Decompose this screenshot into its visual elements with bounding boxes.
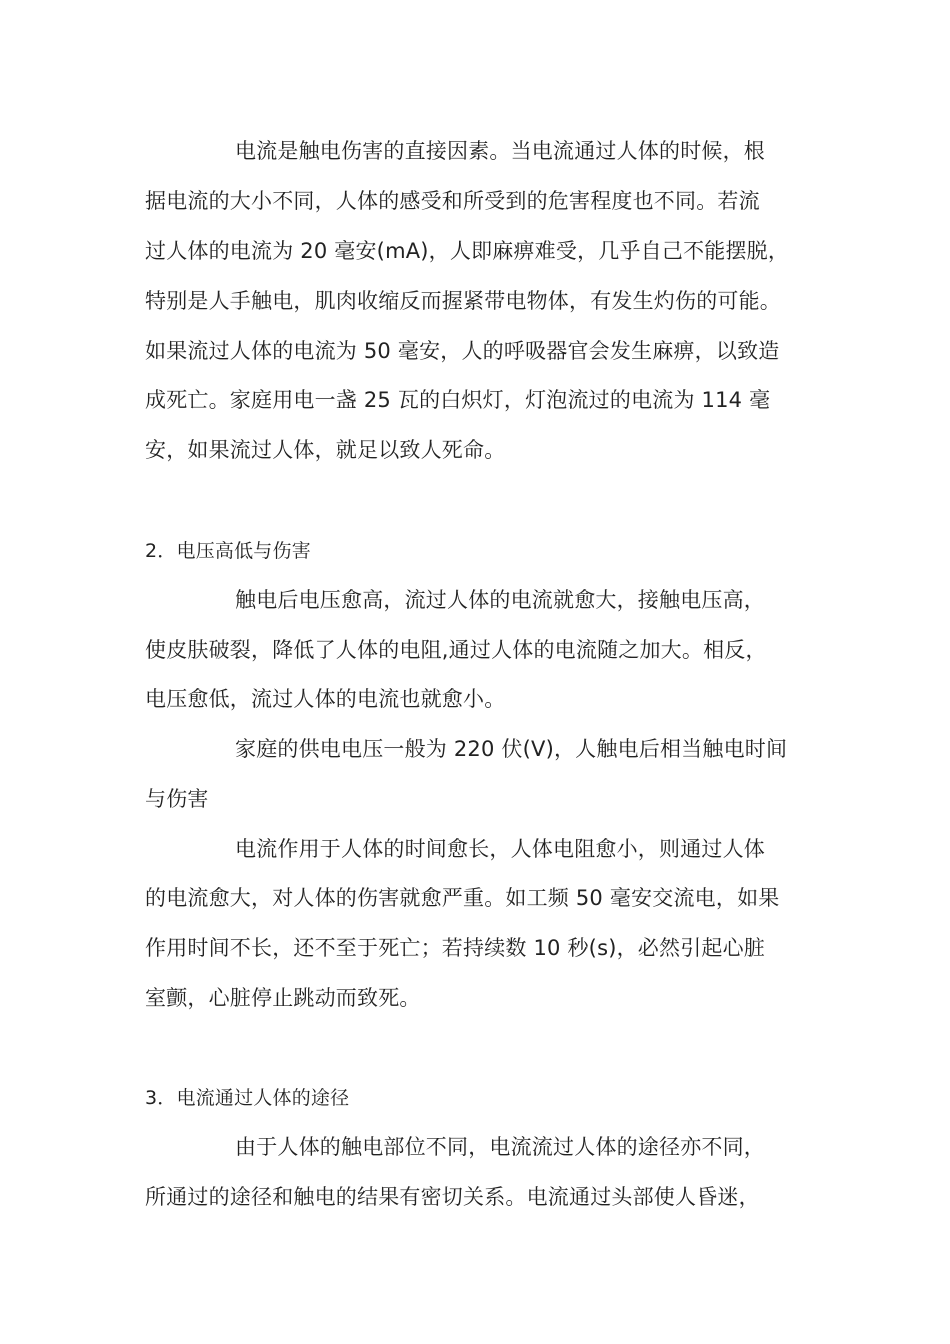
paragraph-line: 使皮肤破裂，降低了人体的电阻,通过人体的电流随之加大。相反，	[145, 638, 767, 662]
paragraph-line: 电流是触电伤害的直接因素。当电流通过人体的时候，根	[235, 139, 765, 163]
paragraph-line: 室颤，心脏停止跳动而致死。	[145, 986, 421, 1010]
paragraph-line: 作用时间不长，还不至于死亡；若持续数 10 秒(s)，必然引起心脏	[145, 936, 765, 960]
paragraph-line: 电压愈低，流过人体的电流也就愈小。	[145, 687, 506, 711]
paragraph-line: 电流作用于人体的时间愈长，人体电阻愈小，则通过人体	[235, 837, 765, 861]
paragraph-line: 触电后电压愈高，流过人体的电流就愈大，接触电压高，	[235, 588, 765, 612]
section-heading: 3．电流通过人体的途径	[145, 1087, 350, 1109]
paragraph-line: 成死亡。家庭用电一盏 25 瓦的白炽灯，灯泡流过的电流为 114 毫	[145, 388, 771, 412]
paragraph-line: 据电流的大小不同，人体的感受和所受到的危害程度也不同。若流	[145, 189, 760, 213]
paragraph-line: 如果流过人体的电流为 50 毫安，人的呼吸器官会发生麻痹，以致造	[145, 339, 780, 363]
paragraph-line: 的电流愈大，对人体的伤害就愈严重。如工频 50 毫安交流电，如果	[145, 886, 780, 910]
paragraph-line: 与伤害	[145, 787, 209, 811]
section-heading: 2．电压高低与伤害	[145, 540, 311, 562]
paragraph-line: 安，如果流过人体，就足以致人死命。	[145, 438, 506, 462]
paragraph-line: 过人体的电流为 20 毫安(mA)，人即麻痹难受，几乎自己不能摆脱，	[145, 239, 790, 263]
paragraph-line: 家庭的供电电压一般为 220 伏(V)，人触电后相当触电时间	[235, 737, 788, 761]
paragraph-line: 由于人体的触电部位不同，电流流过人体的途径亦不同，	[235, 1135, 765, 1159]
paragraph-line: 所通过的途径和触电的结果有密切关系。电流通过头部使人昏迷，	[145, 1185, 760, 1209]
paragraph-line: 特别是人手触电，肌肉收缩反而握紧带电物体，有发生灼伤的可能。	[145, 289, 781, 313]
